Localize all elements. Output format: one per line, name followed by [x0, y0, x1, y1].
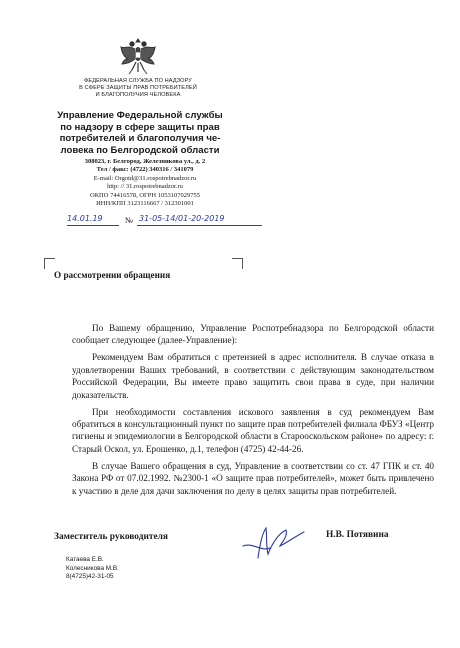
corner-mark-right — [232, 258, 243, 269]
agency-name-federal — [58, 78, 218, 99]
agency-main-line: Управление Федеральной службы — [57, 110, 223, 121]
letter-body — [72, 322, 434, 502]
address-inn: ИНН/КПП 3123116667 / 312301001 — [96, 200, 194, 208]
coat-of-arms-emblem — [118, 35, 158, 79]
body-paragraph: Рекомендуем Вам обратиться с претензией в адрес исполнителя. В случае отказа в удовлетворении Ваших требований, в соответствии с действующим законодательством Российской Федерации, Вы имеете право защитить свои права в суде, при наличии доказательств. — [72, 352, 434, 400]
number-label: № — [125, 215, 134, 225]
agency-address-block — [70, 158, 220, 208]
agency-main-line: по надзору в сфере защиты прав — [60, 121, 220, 133]
date-number-line — [67, 213, 262, 227]
agency-main-line: потребителей и благополучия че- — [59, 133, 221, 144]
agency-main-line: ловека по Белгородской области — [60, 144, 220, 156]
signer-title: Заместитель руководителя — [54, 532, 168, 542]
executor-line: Колесникова М.В. — [66, 564, 119, 572]
date-underline — [67, 225, 119, 226]
signer-name: Н.В. Потявина — [326, 530, 389, 540]
agency-small-line: ФЕДЕРАЛЬНАЯ СЛУЖБА ПО НАДЗОРУ — [84, 78, 192, 84]
body-paragraph: По Вашему обращению, Управление Роспотребнадзора по Белгородской области сообщает следующее (далее-Управление): — [72, 323, 434, 346]
address-street: 308023, г. Белгород, Железникова ул., д. 2 — [84, 158, 206, 165]
handwritten-date: 14.01.19 — [67, 214, 103, 223]
agency-small-line: В СФЕРЕ ЗАЩИТЫ ПРАВ ПОТРЕБИТЕЛЕЙ — [79, 85, 197, 91]
address-email: E-mail: Orgotd@31.rospotrebnadzor.ru — [93, 174, 197, 182]
letter-subject: О рассмотрении обращения — [54, 270, 171, 280]
address-okpo: ОКПО 74416578, ОГРН 1053107029755 — [90, 191, 200, 199]
agency-name-regional — [50, 110, 230, 156]
handwritten-signature — [240, 522, 310, 560]
address-phone: Тел / факс: (4722) 340316 / 341079 — [96, 166, 194, 174]
executors-block — [66, 556, 119, 582]
agency-small-line: И БЛАГОПОЛУЧИЯ ЧЕЛОВЕКА — [95, 92, 181, 98]
executor-line: Катаева Е.В. — [66, 556, 104, 563]
handwritten-number: 31-05-14/01-20-2019 — [139, 214, 225, 223]
body-paragraph: В случае Вашего обращения в суд, Управление в соответствии со ст. 47 ГПК и ст. 40 Закона РФ от 07.02.1992. №2300-1 «О защите прав потребителей», может быть привлечено к участию в деле для дачи заключения по делу в целях защиты прав потребителей. — [72, 460, 434, 496]
number-underline — [137, 225, 262, 226]
executor-phone: 8(4725)42-31-05 — [66, 573, 114, 581]
body-paragraph: При необходимости составления искового заявления в суд рекомендуем Вам обратиться в консультационный пункт по защите прав потребителей филиала ФБУЗ «Центр гигиены и эпидемиологии в Белгородской области в Старооскольском районе» по адресу: г. Старый Оскол, ул. Ерошенко, д.1, телефон (4725) 42-44-26. — [72, 406, 434, 454]
corner-mark-left — [44, 258, 55, 269]
address-web: http: // 31.rospotrebnadzor.ru — [107, 183, 183, 191]
